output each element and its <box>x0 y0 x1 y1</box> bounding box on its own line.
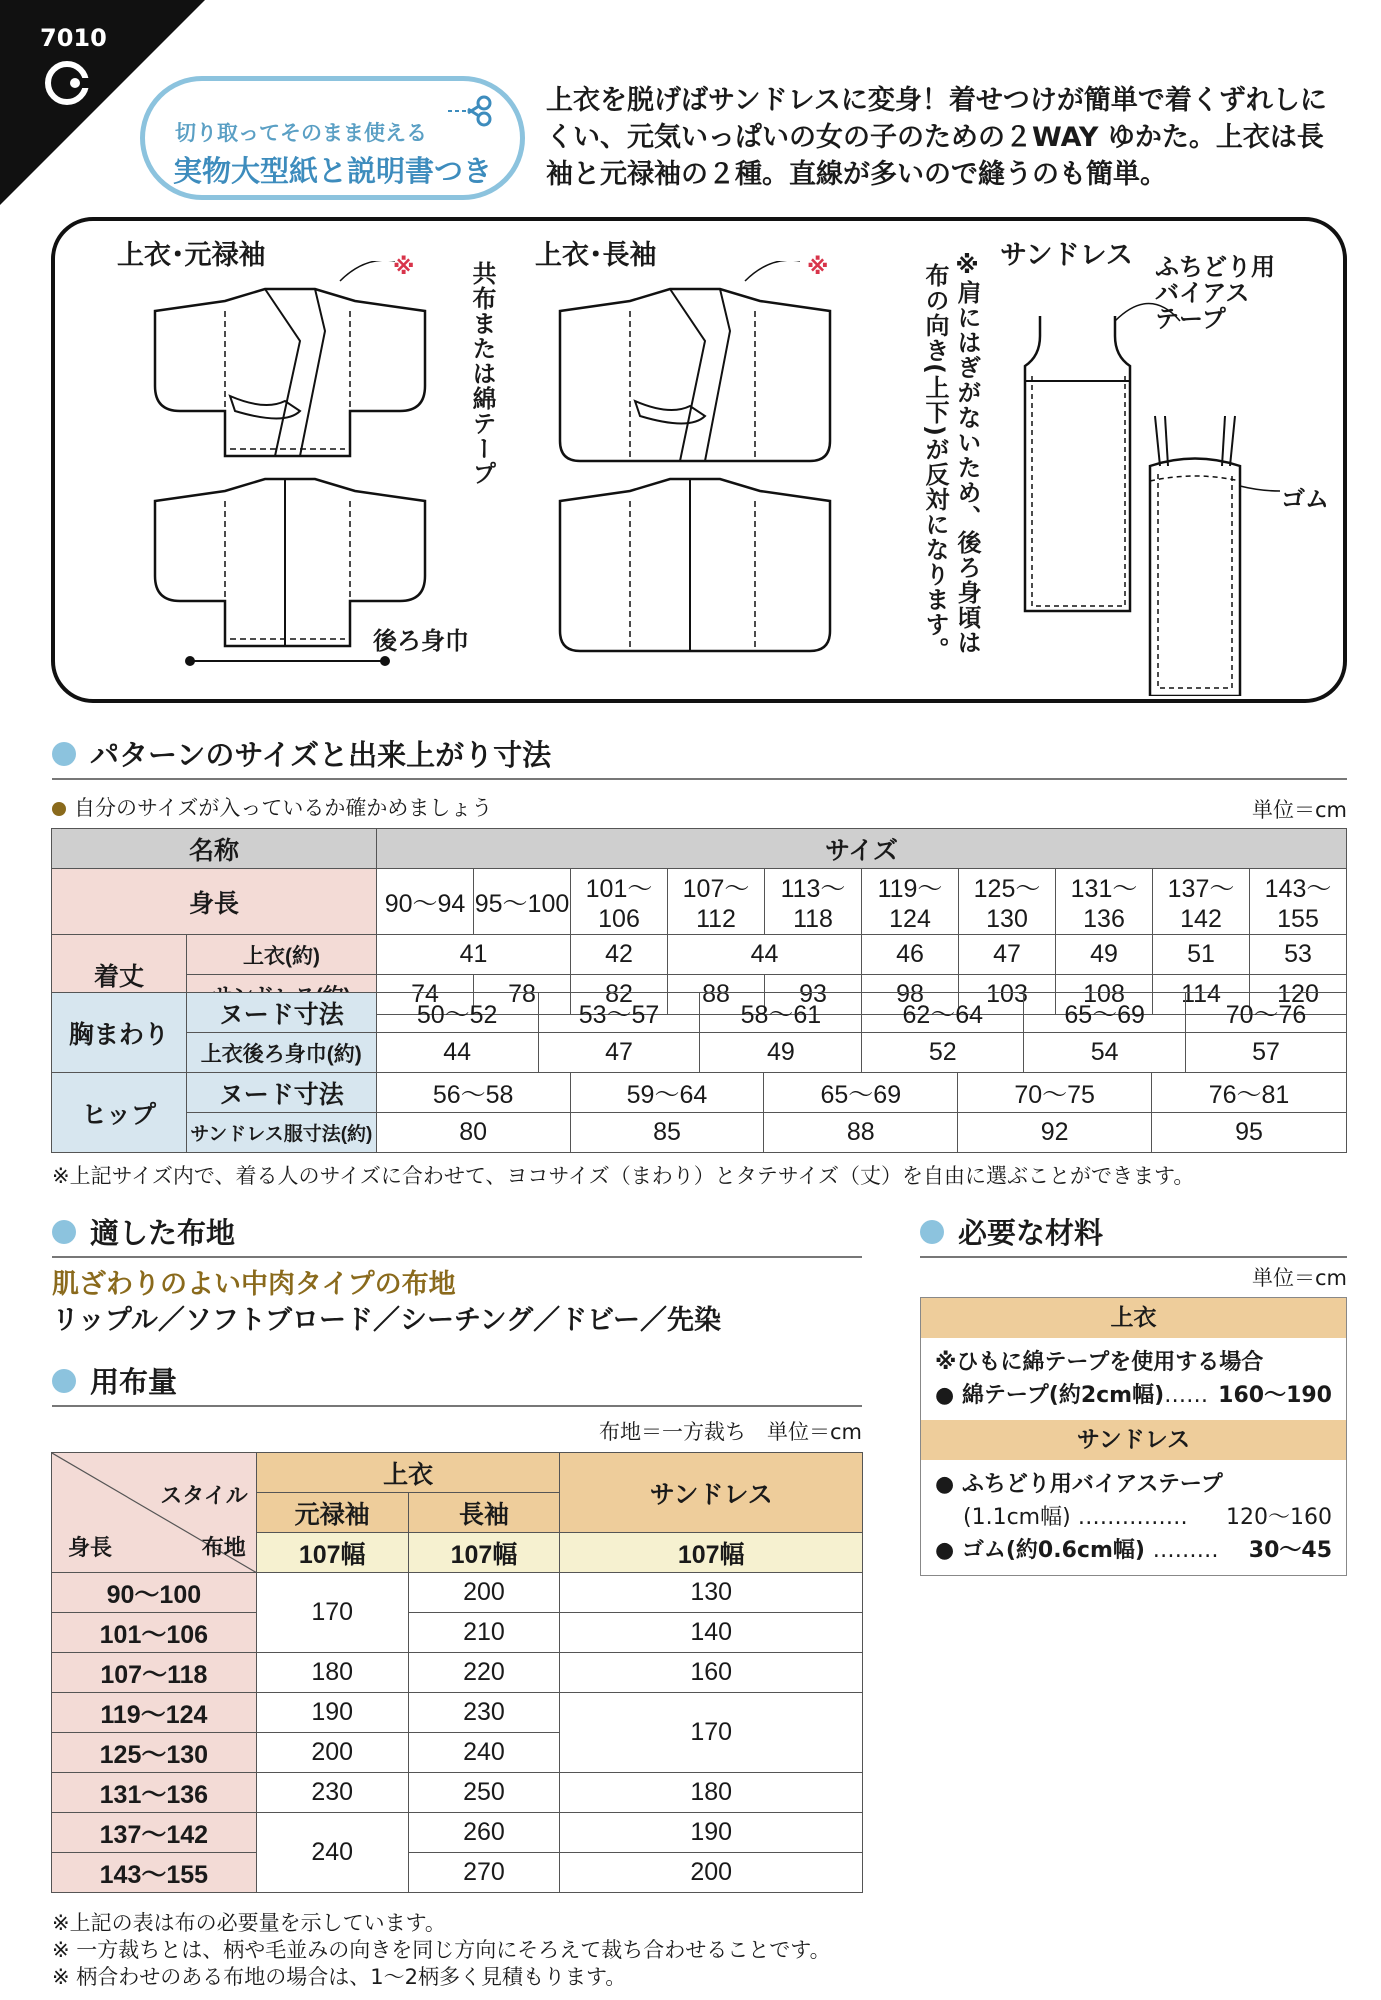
value-cell: 53 <box>1250 935 1347 975</box>
value-cell: 65〜69 <box>1024 993 1186 1033</box>
table-row <box>52 1853 863 1893</box>
value-cell: 76〜81 <box>1152 1073 1347 1113</box>
section-rule <box>52 1405 862 1407</box>
yardage-footnote-2: ※ 一方裁ちとは、柄や毛並みの向きを同じ方向にそろえて裁ち合わせることです。 <box>52 1938 831 1962</box>
height-cell: 90〜100 <box>52 1573 257 1613</box>
yardage-footnote-1: ※上記の表は布の必要量を示しています。 <box>52 1911 446 1935</box>
list-item: ● 綿テープ(約2cm幅)…… 160〜190 <box>935 1383 1332 1408</box>
height-cell: 101〜106 <box>52 1613 257 1653</box>
yardage-section-heading: 用布量 <box>52 1360 177 1401</box>
top-length-label: 上衣(約) <box>187 935 377 975</box>
value-cell: 92 <box>958 1113 1152 1153</box>
illustration-panel <box>51 217 1347 703</box>
value-cell: 88 <box>764 1113 958 1153</box>
table-row <box>52 1453 863 1493</box>
banner-subtitle: 切り取ってそのまま使える <box>175 121 427 145</box>
pattern-code: 7010 <box>40 24 107 52</box>
value-cell: 46 <box>862 935 959 975</box>
label-sundress: サンドレス <box>1000 240 1133 271</box>
label-long-top: 上衣･長袖 <box>535 240 657 271</box>
genroku-top-drawing <box>125 261 455 681</box>
height-label: 身長 <box>68 1535 113 1560</box>
value-cell: 190 <box>560 1813 863 1853</box>
section-rule <box>52 778 1347 780</box>
size-table <box>51 828 1347 1015</box>
materials-unit: 単位＝cm <box>1251 1266 1347 1290</box>
section-rule <box>52 1256 862 1258</box>
fabric-label: 布地 <box>201 1535 246 1560</box>
intro-text: 上衣を脱げばサンドレスに変身！着せつけが簡単で着くずれしにくい、元気いっぱいの女の子のための２WAY ゆかた。上衣は長袖と元禄袖の２種。直線が多いので縫うのも簡単。 <box>546 85 1327 190</box>
height-cell: 137〜142 <box>52 1813 257 1853</box>
value-cell: 260 <box>408 1813 560 1853</box>
style-label: スタイル <box>160 1483 248 1508</box>
table-row <box>52 1113 1347 1153</box>
value-cell: 59〜64 <box>570 1073 764 1113</box>
banner-title: 実物大型紙と説明書つき <box>173 154 493 188</box>
value-cell: 58〜61 <box>700 993 862 1033</box>
height-cell: 119〜124 <box>52 1693 257 1733</box>
value-cell: 41 <box>377 935 571 975</box>
value-cell: 170 <box>560 1693 863 1773</box>
section-dot-icon <box>52 1369 76 1393</box>
size-check-note: 自分のサイズが入っているか確かめましょう <box>52 792 492 822</box>
col-name-header: 名称 <box>52 829 377 869</box>
fabric-list: リップル／ソフトブロード／シーチング／ドビー／先染 <box>52 1305 722 1336</box>
chest-nude-label: ヌード寸法 <box>186 993 376 1033</box>
height-cell: 101〜106 <box>571 869 668 935</box>
size-footnote: ※上記サイズ内で、着る人のサイズに合わせて、ヨコサイズ（まわり）とタテサイズ（丈）を自由に選ぶことができます。 <box>52 1164 1195 1188</box>
materials-section-heading: 必要な材料 <box>920 1211 1103 1252</box>
height-cell: 143〜155 <box>52 1853 257 1893</box>
long-header: 長袖 <box>408 1493 560 1533</box>
corner-header <box>52 1453 257 1573</box>
value-cell: 140 <box>560 1613 863 1653</box>
star-mark-2: ※ <box>807 255 829 280</box>
chest-header: 胸まわり <box>52 993 187 1073</box>
value-cell: 78 <box>474 975 571 1015</box>
value-cell: 47 <box>959 935 1056 975</box>
materials-sundress-body <box>921 1460 1346 1575</box>
yardage-footnote-3: ※ 柄合わせのある布地の場合は、1〜2柄多く見積もります。 <box>52 1965 627 1989</box>
height-cell: 137〜142 <box>1153 869 1250 935</box>
value-cell: 93 <box>765 975 862 1015</box>
brand-logo-icon <box>42 58 92 108</box>
table-row <box>52 1813 863 1853</box>
value-cell: 50〜52 <box>376 993 538 1033</box>
height-cell: 125〜130 <box>52 1733 257 1773</box>
top-header: 上衣 <box>256 1453 560 1493</box>
value-cell: 200 <box>408 1573 560 1613</box>
height-cell: 95〜100 <box>474 869 571 935</box>
bullet-icon <box>52 802 66 816</box>
height-cell: 119〜124 <box>862 869 959 935</box>
value-cell: 62〜64 <box>862 993 1024 1033</box>
section-rule <box>920 1256 1347 1258</box>
value-cell: 160 <box>560 1653 863 1693</box>
row-height-header: 身長 <box>52 869 377 935</box>
value-cell: 200 <box>256 1733 408 1773</box>
materials-top-head: 上衣 <box>921 1298 1346 1338</box>
table-row <box>52 1653 863 1693</box>
size-section-heading: パターンのサイズと出来上がり寸法 <box>52 733 551 774</box>
height-cell: 131〜136 <box>52 1773 257 1813</box>
value-cell: 51 <box>1153 935 1250 975</box>
hip-header: ヒップ <box>52 1073 187 1153</box>
value-cell: 230 <box>256 1773 408 1813</box>
table-row <box>52 1773 863 1813</box>
size-unit: 単位＝cm <box>1251 798 1347 822</box>
value-cell: 65〜69 <box>764 1073 958 1113</box>
fabric-section-heading: 適した布地 <box>52 1211 235 1252</box>
height-cell: 131〜136 <box>1056 869 1153 935</box>
value-cell: 80 <box>376 1113 570 1153</box>
table-row <box>52 869 1347 935</box>
materials-note: ※ひもに綿テープを使用する場合 <box>935 1350 1264 1375</box>
yardage-table <box>51 1452 863 1893</box>
value-cell: 108 <box>1056 975 1153 1015</box>
height-cell: 107〜118 <box>52 1653 257 1693</box>
materials-sundress-head: サンドレス <box>921 1420 1346 1460</box>
height-cell: 113〜118 <box>765 869 862 935</box>
hip-nude-label: ヌード寸法 <box>186 1073 376 1113</box>
value-cell: 230 <box>408 1693 560 1733</box>
width-cell: 107幅 <box>256 1533 408 1573</box>
value-cell: 54 <box>1024 1033 1186 1073</box>
tape-note: 共布または綿テープ <box>468 261 496 486</box>
section-dot-icon <box>52 742 76 766</box>
table-row <box>52 993 1347 1033</box>
value-cell: 70〜76 <box>1186 993 1347 1033</box>
sundress-drawing <box>1010 276 1320 696</box>
value-cell: 130 <box>560 1573 863 1613</box>
table-row <box>52 829 1347 869</box>
sundress-header: サンドレス <box>560 1453 863 1533</box>
value-cell: 49 <box>700 1033 862 1073</box>
fabric-subtitle: 肌ざわりのよい中肉タイプの布地 <box>52 1269 456 1300</box>
table-row <box>52 1033 1347 1073</box>
label-genroku-top: 上衣･元禄袖 <box>117 240 266 271</box>
value-cell: 47 <box>538 1033 700 1073</box>
value-cell: 88 <box>668 975 765 1015</box>
value-cell: 103 <box>959 975 1056 1015</box>
back-width-row-label: 上衣後ろ身巾(約) <box>186 1033 376 1073</box>
list-item: (1.1cm幅) …………… 120〜160 <box>963 1505 1332 1530</box>
value-cell: 180 <box>560 1773 863 1813</box>
value-cell: 120 <box>1250 975 1347 1015</box>
value-cell: 200 <box>560 1853 863 1893</box>
back-width-label: 後ろ身巾 <box>373 627 469 655</box>
height-cell: 143〜155 <box>1250 869 1347 935</box>
table-row <box>52 1613 863 1653</box>
width-cell: 107幅 <box>408 1533 560 1573</box>
table-row <box>52 1573 863 1613</box>
materials-top-body <box>921 1338 1346 1420</box>
value-cell: 56〜58 <box>376 1073 570 1113</box>
height-cell: 107〜112 <box>668 869 765 935</box>
section-dot-icon <box>52 1220 76 1244</box>
col-size-header: サイズ <box>377 829 1347 869</box>
height-cell: 125〜130 <box>959 869 1056 935</box>
value-cell: 82 <box>571 975 668 1015</box>
yardage-unit-note: 布地＝一方裁ち 単位＝cm <box>598 1420 862 1444</box>
value-cell: 70〜75 <box>958 1073 1152 1113</box>
value-cell: 85 <box>570 1113 764 1153</box>
value-cell: 53〜57 <box>538 993 700 1033</box>
value-cell: 44 <box>376 1033 538 1073</box>
chest-hip-table <box>51 992 1347 1073</box>
genroku-header: 元禄袖 <box>256 1493 408 1533</box>
value-cell: 98 <box>862 975 959 1015</box>
table-row <box>52 1073 1347 1113</box>
value-cell: 240 <box>256 1813 408 1893</box>
elastic-label: ゴム <box>1281 485 1329 513</box>
value-cell: 52 <box>862 1033 1024 1073</box>
kitake-header: 着丈 <box>52 935 187 1015</box>
materials-box <box>920 1297 1347 1576</box>
shoulder-note-2: 布の向き(上下)が反対になります。 <box>921 263 949 662</box>
value-cell: 170 <box>256 1573 408 1653</box>
hip-table <box>51 1072 1347 1153</box>
value-cell: 114 <box>1153 975 1250 1015</box>
value-cell: 95 <box>1152 1113 1347 1153</box>
long-sleeve-top-drawing <box>540 261 870 681</box>
section-dot-icon <box>920 1220 944 1244</box>
list-item: ● ふちどり用バイアステープ <box>935 1472 1223 1497</box>
value-cell: 210 <box>408 1613 560 1653</box>
table-row <box>52 1693 863 1733</box>
value-cell: 49 <box>1056 935 1153 975</box>
value-cell: 74 <box>377 975 474 1015</box>
table-row <box>52 935 1347 975</box>
star-mark-1: ※ <box>393 255 415 280</box>
value-cell: 57 <box>1186 1033 1347 1073</box>
value-cell: 220 <box>408 1653 560 1693</box>
value-cell: 42 <box>571 935 668 975</box>
value-cell: 270 <box>408 1853 560 1893</box>
list-item: ● ゴム(約0.6cm幅) ……… 30〜45 <box>935 1538 1332 1563</box>
width-cell: 107幅 <box>560 1533 863 1573</box>
sundress-size-label: サンドレス服寸法(約) <box>186 1113 376 1153</box>
shoulder-note-1: ※肩にはぎがないため、後ろ身頃は <box>953 251 981 655</box>
bias-tape-label: ふちどり用 バイアス テープ <box>1155 253 1275 333</box>
value-cell: 44 <box>668 935 862 975</box>
promo-banner <box>140 76 525 200</box>
value-cell: 180 <box>256 1653 408 1693</box>
value-cell: 190 <box>256 1693 408 1733</box>
height-cell: 90〜94 <box>377 869 474 935</box>
value-cell: 240 <box>408 1733 560 1773</box>
scissors-icon <box>446 95 494 127</box>
value-cell: 250 <box>408 1773 560 1813</box>
